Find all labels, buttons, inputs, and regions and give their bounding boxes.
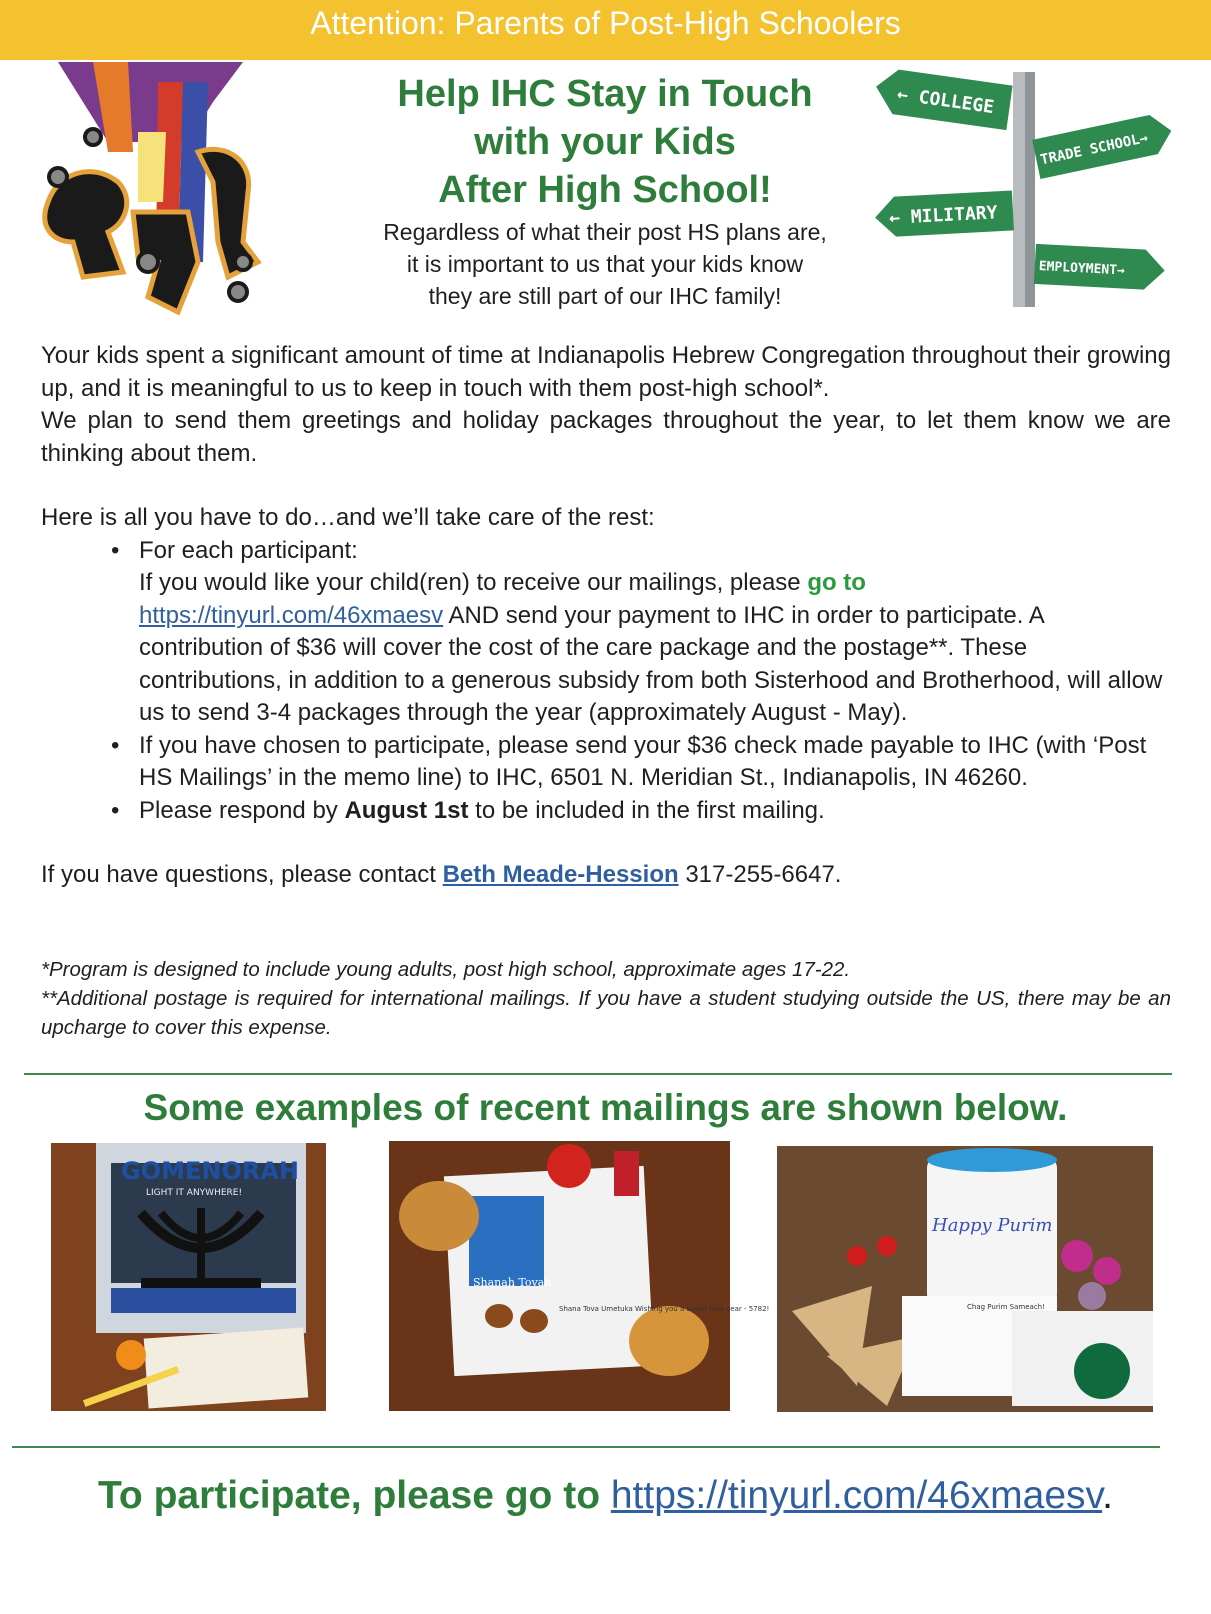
ihc-logo	[38, 62, 273, 337]
banner-text: Attention: Parents of Post-High Schoolers	[310, 5, 901, 41]
instructions-lead: Here is all you have to do…and we’ll take care of the rest:	[41, 504, 655, 531]
signpost-illustration	[875, 62, 1175, 312]
cta-link[interactable]: https://tinyurl.com/46xmaesv	[610, 1474, 1103, 1517]
photo-rosh-hashana-package	[389, 1141, 770, 1411]
top-banner	[0, 0, 1211, 60]
hero-title-line1: Help IHC Stay in Touch	[397, 73, 813, 115]
logo-dot-3	[229, 283, 247, 301]
sign-military	[874, 190, 1014, 237]
sign-employment	[1034, 244, 1166, 291]
sign-employment-text: EMPLOYMENT→	[1038, 259, 1126, 279]
sign-military-text: ← MILITARY	[888, 202, 998, 229]
bullet1-pre: If you would like your child(ren) to receive our mailings, please	[139, 569, 808, 596]
main-body	[41, 340, 1171, 892]
sign-college	[873, 67, 1013, 130]
photo2-card: Shanah Tovah	[473, 1276, 552, 1289]
signup-link[interactable]: https://tinyurl.com/46xmaesv	[139, 601, 444, 629]
photo1-tag: LIGHT IT ANYWHERE!	[146, 1188, 243, 1198]
divider-top	[24, 1073, 1172, 1075]
signpost-pole-shade	[1025, 72, 1035, 307]
bullet1-post: AND send your payment to IHC in order to participate. A contribution of $36 will cover the cost of the care package and the postage**. These contributions, in addition to a generous subsidy from both Sisterhood and Brotherhood, will allow us to send 3-4 packages through the year (approximately August - May).	[139, 601, 1163, 726]
footnote-2: **Additional postage is required for international mailings. If you have a student studying outside the US, there may be an upcharge to cover this expense.	[41, 987, 1171, 1039]
bullet3-pre: Please respond by	[139, 796, 345, 824]
intro-paragraph-2: We plan to send them greetings and holiday packages throughout the year, to let them know we are thinking about them.	[41, 407, 1171, 467]
sign-trade-school	[1032, 111, 1175, 179]
footnote-1: *Program is designed to include young adults, post high school, approximate ages 17-22.	[41, 958, 851, 981]
logo-dot-5	[235, 254, 251, 270]
logo-funnel	[58, 62, 243, 142]
sign-trade-school-text: TRADE SCHOOL→	[1038, 129, 1150, 169]
sign-college-text: ← COLLEGE	[895, 83, 996, 119]
hero-title-line3: After High School!	[438, 169, 772, 211]
photo3-card: Chag Purim Sameach!	[967, 1303, 1045, 1311]
hero	[290, 70, 920, 312]
list-item	[111, 535, 1171, 730]
bullet1-body	[139, 567, 1171, 730]
photo2-note: Shana Tova Umetuka Wishing you a sweet new year - 5782!	[559, 1305, 770, 1313]
cta-period: .	[1102, 1474, 1113, 1517]
footnotes	[41, 955, 1171, 1042]
bullet2-text: If you have chosen to participate, please send your $36 check made payable to IHC (with ‘Post HS Mailings’ in the memo line) to IHC, 6501 N. Meridian St., Indianapolis, IN 46260.	[139, 731, 1147, 791]
hero-sub-line1: Regardless of what their post HS plans are,	[383, 219, 827, 245]
photo-menorah-package	[51, 1143, 326, 1411]
intro-paragraph-1: Your kids spent a significant amount of time at Indianapolis Hebrew Congregation throughout their growing up, and it is meaningful to us to keep in touch with them post-high school*.	[41, 342, 1171, 402]
instructions-list	[111, 535, 1171, 828]
list-item	[111, 795, 1171, 828]
hero-sub-line2: it is important to us that your kids know	[406, 251, 804, 277]
contact-pre: If you have questions, please contact	[41, 861, 443, 888]
logo-dot-4	[85, 129, 101, 145]
logo-stripe-yellow	[138, 132, 166, 202]
cta-pre: To participate, please go to	[97, 1474, 611, 1517]
photo1-brand: GOMENORAH	[121, 1157, 300, 1185]
logo-dot-2	[138, 252, 158, 272]
contact-line	[41, 859, 1171, 892]
examples-title: Some examples of recent mailings are shown below.	[143, 1087, 1068, 1128]
list-item	[111, 730, 1171, 795]
hero-subtitle	[290, 216, 920, 312]
hero-sub-line3: they are still part of our IHC family!	[428, 283, 782, 309]
contact-phone: 317-255-6647.	[678, 861, 842, 888]
contact-name-link[interactable]: Beth Meade-Hession	[442, 861, 679, 888]
logo-dot-1	[49, 168, 67, 186]
bullet1-heading: • For each participant:	[139, 536, 358, 564]
deadline-date: August 1st	[344, 796, 469, 824]
call-to-action	[0, 1468, 1211, 1524]
photo3-mug: Happy Purim	[932, 1215, 1053, 1236]
hero-title-line2: with your Kids	[474, 121, 736, 163]
divider-bottom	[12, 1446, 1160, 1448]
go-to-text: go to	[807, 569, 866, 596]
photo-purim-package	[777, 1146, 1153, 1412]
bullet3-post: to be included in the first mailing.	[468, 796, 825, 824]
